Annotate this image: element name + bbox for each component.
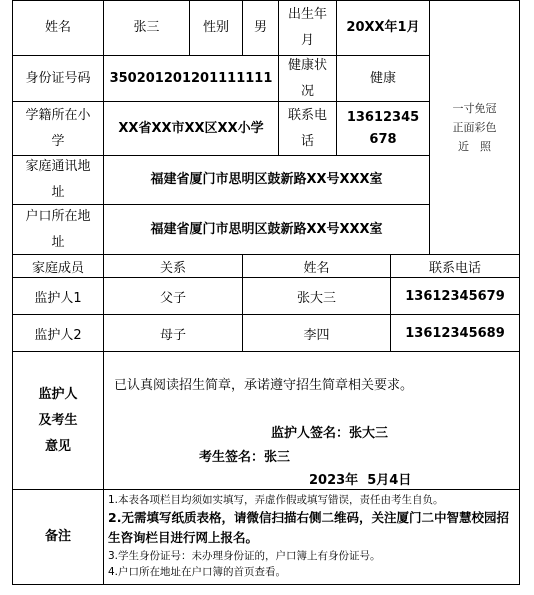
opinion-box <box>103 351 520 490</box>
name-label: 姓名 <box>12 0 104 56</box>
family-header-relation: 关系 <box>103 254 243 278</box>
health-label: 健康状况 <box>278 55 337 102</box>
family-header-member: 家庭成员 <box>12 254 104 278</box>
registration-form <box>12 0 520 585</box>
student-signature: 考生签名：张三 <box>199 450 291 465</box>
name-value: 张三 <box>103 0 190 56</box>
guardian2-phone: 13612345689 <box>390 314 520 352</box>
remark-item: 2.无需填写纸质表格，请微信扫描右侧二维码，关注厦门二中智慧校园招生咨询栏目进行网上报名。 <box>108 510 509 545</box>
family-header-phone: 联系电话 <box>390 254 520 278</box>
photo-placeholder: 一寸免冠正面彩色近 照 <box>429 0 520 255</box>
school-value: XX省XX市XX区XX小学 <box>103 101 279 156</box>
guardian1-role: 监护人1 <box>12 277 104 315</box>
family-header-name: 姓名 <box>242 254 391 278</box>
household-value: 福建省厦门市思明区鼓新路XX号XXX室 <box>103 204 430 255</box>
gender-label: 性别 <box>189 0 243 56</box>
remark-item: 3.学生身份证号：未办理身份证的，户口簿上有身份证号。 <box>108 550 381 562</box>
address-label: 家庭通讯地址 <box>12 155 104 205</box>
birth-value: 20XX年1月 <box>336 0 430 56</box>
health-value: 健康 <box>336 55 430 102</box>
phone-value: 13612345678 <box>336 101 430 156</box>
guardian-signature: 监护人签名：张大三 <box>271 426 389 441</box>
guardian1-phone: 13612345679 <box>390 277 520 315</box>
opinion-statement: 已认真阅读招生简章，承诺遵守招生简章相关要求。 <box>114 378 414 393</box>
household-label: 户口所在地址 <box>12 204 104 255</box>
guardian1-relation: 父子 <box>103 277 243 315</box>
address-value: 福建省厦门市思明区鼓新路XX号XXX室 <box>103 155 430 205</box>
phone-label: 联系电话 <box>278 101 337 156</box>
remark-item: 4.户口所在地址在户口簿的首页查看。 <box>108 566 287 578</box>
id-value: 350201201201111111 <box>103 55 279 102</box>
guardian2-name: 李四 <box>242 314 391 352</box>
id-label: 身份证号码 <box>12 55 104 102</box>
remarks-box <box>103 489 520 585</box>
birth-label: 出生年月 <box>278 0 337 56</box>
opinion-label: 监护人及考生意见 <box>12 351 104 490</box>
gender-value: 男 <box>242 0 279 56</box>
school-label: 学籍所在小学 <box>12 101 104 156</box>
guardian2-role: 监护人2 <box>12 314 104 352</box>
opinion-date: 2023年 5月4日 <box>309 473 412 488</box>
remark-item: 1.本表各项栏目均须如实填写，弄虚作假或填写错误，责任由考生自负。 <box>108 494 444 506</box>
remarks-label: 备注 <box>12 489 104 585</box>
guardian1-name: 张大三 <box>242 277 391 315</box>
guardian2-relation: 母子 <box>103 314 243 352</box>
